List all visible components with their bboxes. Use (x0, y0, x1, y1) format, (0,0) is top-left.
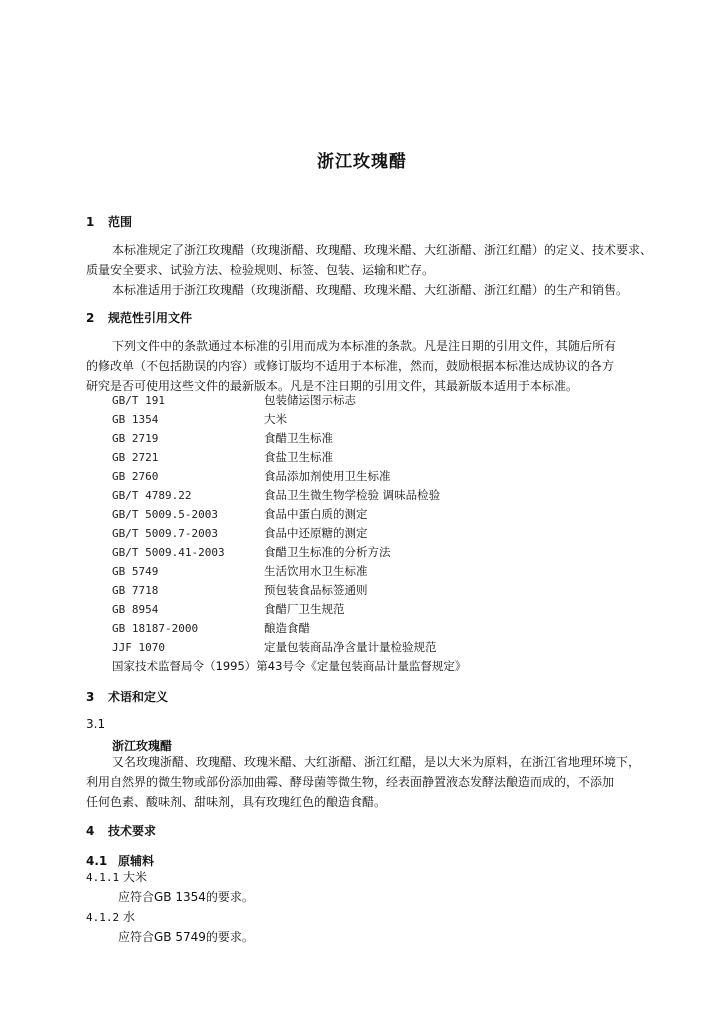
subsection-4-1-2-heading: 4.1.2 水 (86, 910, 135, 924)
reference-name: 食盐卫生标准 (264, 450, 333, 464)
section-title: 术语和定义 (108, 690, 169, 704)
section-title: 范围 (108, 215, 133, 229)
section-title: 规范性引用文件 (108, 311, 193, 325)
reference-name: 食醋厂卫生规范 (264, 602, 345, 616)
term-name: 浙江玫瑰醋 (112, 739, 173, 753)
reference-list (112, 391, 652, 676)
section-number: 2 (86, 311, 95, 325)
reference-name: 食醋卫生标准 (264, 431, 333, 445)
reference-item (112, 391, 652, 410)
reference-name: 生活饮用水卫生标准 (264, 564, 368, 578)
reference-code: GB 2719 (112, 432, 159, 445)
reference-code: GB 5749 (112, 565, 159, 578)
reference-item (112, 600, 652, 619)
reference-item (112, 524, 652, 543)
reference-item (112, 619, 652, 638)
reference-item (112, 429, 652, 448)
reference-name: 食醋卫生标准的分析方法 (264, 545, 391, 559)
reference-item (112, 448, 652, 467)
section-3-heading (86, 688, 168, 705)
section-number: 3 (86, 690, 95, 704)
reference-code: GB/T 191 (112, 394, 165, 407)
document-title: 浙江玫瑰醋 (317, 152, 407, 172)
reference-code: GB 18187-2000 (112, 622, 199, 635)
reference-name: 包装储运图示标志 (264, 393, 356, 407)
reference-code: GB/T 5009.5-2003 (112, 508, 218, 521)
requirement-text: 应符合GB 1354的要求。 (118, 890, 254, 904)
reference-name: 定量包装商品净含量计量检验规范 (264, 640, 437, 654)
reference-code: GB 2721 (112, 451, 159, 464)
reference-name: 食品添加剂使用卫生标准 (264, 469, 391, 483)
paragraph-line: 又名玫瑰浙醋、玫瑰醋、玫瑰米醋、大红浙醋、浙江红醋，是以大米为原料，在浙江省地理环境下， (112, 755, 641, 769)
reference-code: GB/T 5009.7-2003 (112, 527, 218, 540)
reference-item (112, 581, 652, 600)
reference-code: GB 1354 (112, 413, 159, 426)
section-1-heading (86, 213, 132, 230)
reference-name: 食品中还原糖的测定 (264, 526, 368, 540)
requirement-text: 应符合GB 5749的要求。 (118, 930, 254, 944)
subsection-number: 3.1 (86, 717, 106, 731)
reference-name: 大米 (264, 412, 287, 426)
reference-name: 食品中蛋白质的测定 (264, 507, 368, 521)
section-title: 技术要求 (108, 824, 157, 838)
subsection-4-1-heading: 4.1 原辅料 (86, 854, 155, 868)
paragraph-line: 质量安全要求、试验方法、检验规则、标签、包装、运输和贮存。 (86, 263, 435, 277)
reference-item (112, 467, 652, 486)
reference-item (112, 657, 652, 676)
reference-name: 食品卫生微生物学检验 调味品检验 (264, 488, 441, 502)
reference-item (112, 562, 652, 581)
reference-name: 预包装食品标签通则 (264, 583, 368, 597)
reference-item (112, 638, 652, 657)
reference-code: GB 2760 (112, 470, 159, 483)
section-number: 1 (86, 215, 95, 229)
paragraph-line: 本标准规定了浙江玫瑰醋（玫瑰浙醋、玫瑰醋、玫瑰米醋、大红浙醋、浙江红醋）的定义、技术要求、 (112, 243, 653, 257)
subsection-4-1-1-heading: 4.1.1 大米 (86, 870, 147, 884)
reference-item (112, 410, 652, 429)
paragraph-line: 本标准适用于浙江玫瑰醋（玫瑰浙醋、玫瑰醋、玫瑰米醋、大红浙醋、浙江红醋）的生产和销售。 (112, 283, 629, 297)
reference-name: 酿造食醋 (264, 621, 310, 635)
reference-code: GB/T 4789.22 (112, 489, 192, 502)
paragraph-line: 利用自然界的微生物或部份添加曲霉、酵母菌等微生物，经表面静置液态发酵法酿造而成的，不添加 (86, 775, 615, 789)
reference-code: GB 7718 (112, 584, 159, 597)
reference-code: JJF 1070 (112, 641, 165, 654)
reference-code: GB 8954 (112, 603, 159, 616)
section-2-heading (86, 309, 192, 326)
reference-item (112, 486, 652, 505)
paragraph-line: 下列文件中的条款通过本标准的引用而成为本标准的条款。凡是注日期的引用文件，其随后所有 (112, 339, 617, 353)
reference-full: 国家技术监督局令（1995）第43号令《定量包装商品计量监督规定》 (112, 659, 467, 673)
section-number: 4 (86, 824, 95, 838)
reference-item (112, 543, 652, 562)
paragraph-line: 的修改单（不包括勘误的内容）或修订版均不适用于本标准，然而，鼓励根据本标准达成协议的各方 (86, 359, 615, 373)
paragraph-line: 研究是否可使用这些文件的最新版本。凡是不注日期的引用文件，其最新版本适用于本标准。 (86, 379, 579, 393)
paragraph-line: 任何色素、酸味剂、甜味剂，具有玫瑰红色的酿造食醋。 (86, 795, 387, 809)
section-4-heading (86, 822, 156, 839)
reference-item (112, 505, 652, 524)
reference-code: GB/T 5009.41-2003 (112, 546, 225, 559)
